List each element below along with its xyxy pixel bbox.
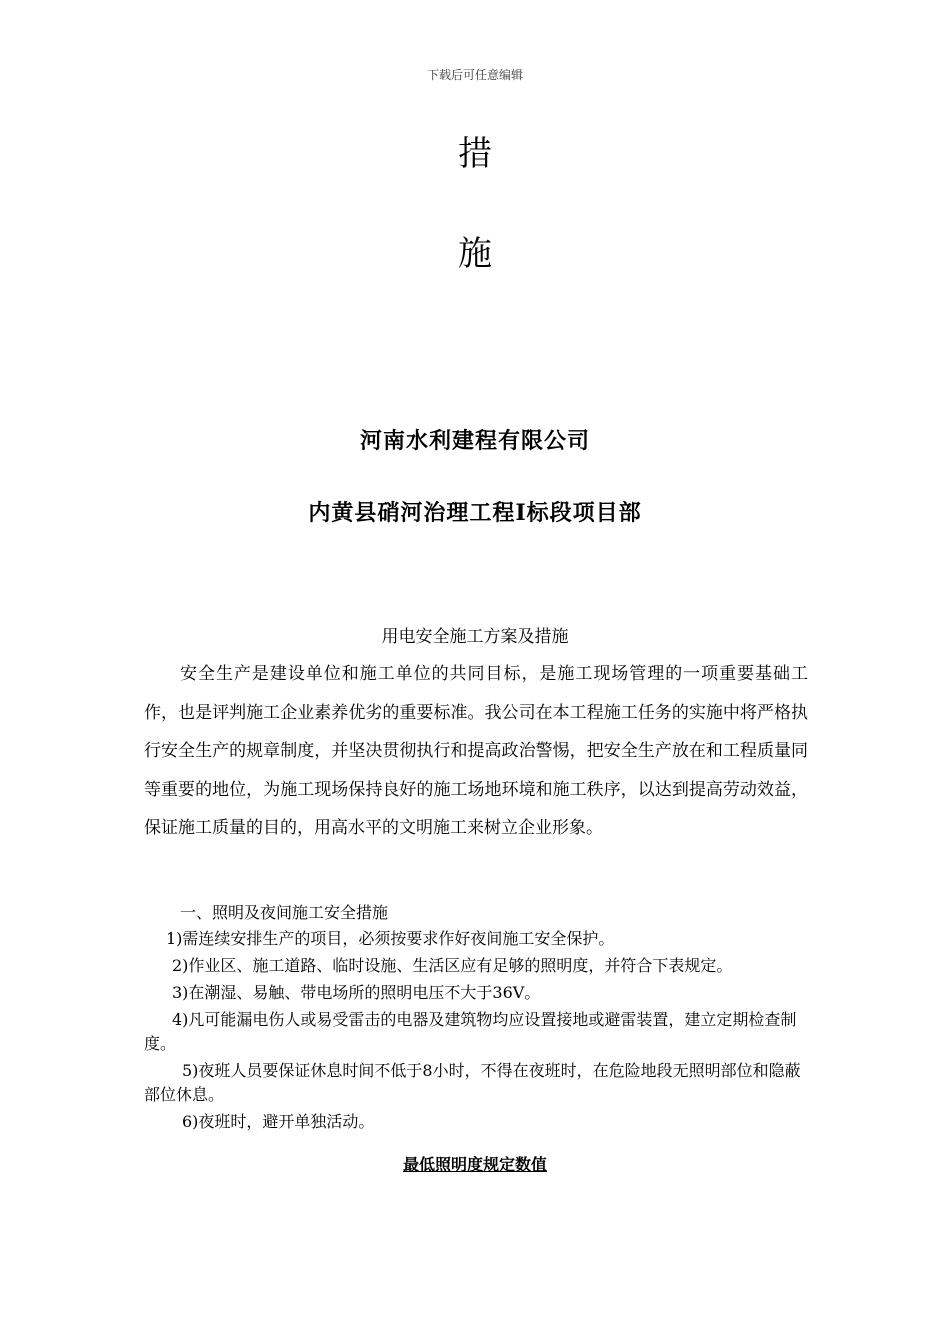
list-item: 6)夜班时，避开单独活动。 bbox=[182, 1112, 375, 1131]
cover-char-2: 施 bbox=[458, 234, 492, 274]
list-item: 4)凡可能漏电伤人或易受雷击的电器及建筑物均应设置接地或避雷装置，建立定期检查制度。 bbox=[144, 1010, 797, 1053]
list-item: 1)需连续安排生产的项目，必须按要求作好夜间施工安全保护。 bbox=[166, 929, 615, 948]
cover-char-1: 措 bbox=[458, 134, 492, 174]
list-item: 3)在潮湿、易触、带电场所的照明电压不大于36V。 bbox=[172, 983, 541, 1002]
list-item: 2)作业区、施工道路、临时设施、生活区应有足够的照明度，并符合下表规定。 bbox=[172, 956, 733, 975]
department-name: 内黄县硝河治理工程I标段项目部 bbox=[308, 500, 642, 526]
company-name: 河南水利建程有限公司 bbox=[359, 428, 590, 454]
table-title-text: 最低照明度规定数值 bbox=[402, 1155, 547, 1174]
table-title bbox=[0, 1152, 950, 1175]
list-item: 5)夜班人员要保证休息时间不低于8小时，不得在夜班时，在危险地段无照明部位和隐蔽部位休息。 bbox=[144, 1061, 801, 1104]
section-heading: 一、照明及夜间施工安全措施 bbox=[180, 903, 389, 922]
section-items bbox=[144, 927, 808, 1137]
intro-paragraph: 安全生产是建设单位和施工单位的共同目标，是施工现场管理的一项重要基础工作，也是评判施工企业素养优劣的重要标准。我公司在本工程施工任务的实施中将严格执行安全生产的规章制度，并坚决贯彻执行和提高政治警惕，把安全生产放在和工程质量同等重要的地位，为施工现场保持良好的施工场地环境和施工秩序，以达到提高劳动效益，保证施工质量的目的，用高水平的文明施工来树立企业形象。 bbox=[144, 664, 808, 839]
header-note: 下载后可任意编辑 bbox=[426, 68, 523, 82]
document-title: 用电安全施工方案及措施 bbox=[381, 627, 569, 647]
